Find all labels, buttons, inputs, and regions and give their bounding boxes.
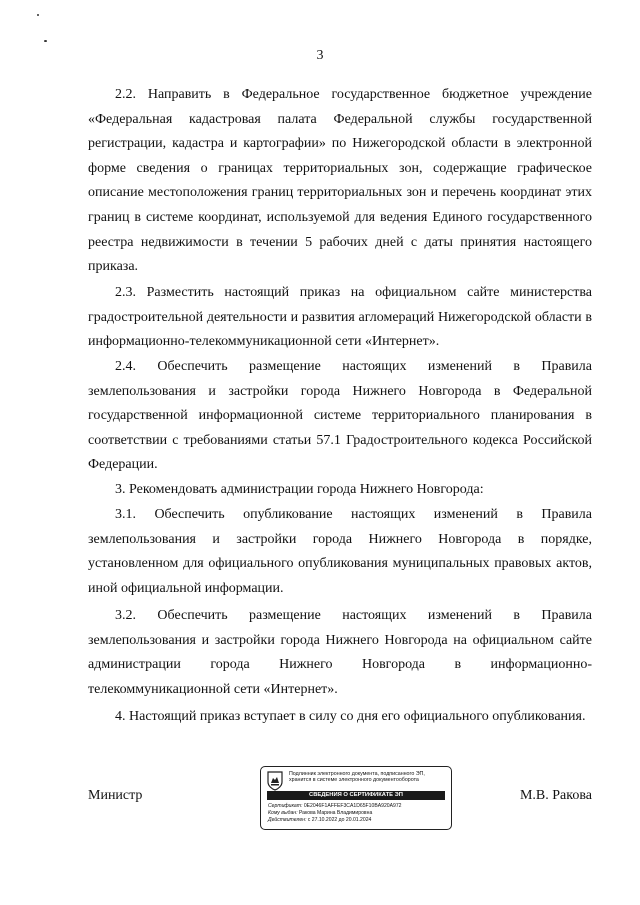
validity-value: с 27.10.2022 до 20.01.2024 (307, 817, 372, 824)
scan-speck (37, 14, 39, 16)
document-body-6 (88, 604, 592, 702)
page-number: 3 (316, 48, 324, 63)
paragraph-2-3: 2.3. Разместить настоящий приказ на официальном сайте министерства градостроительной деятельности и развития агломераций Нижегородской области в информационно-телекоммуникационной сети «Интернет». (88, 285, 592, 350)
stamp-validity-line (268, 817, 446, 824)
certificate-value: 0E2046F1AFFEF3CA1D65F10BA920A972 (303, 803, 402, 809)
document-body-5 (88, 503, 592, 601)
document-body (88, 83, 592, 280)
paragraph-3-2: 3.2. Обеспечить размещение настоящих изменений в Правила землепользования и застройки города Нижнего Новгорода на официальном сайте администрации города Нижнего Новгорода в информационно-телекоммуникационной сети «Интернет». (88, 608, 592, 697)
paragraph-3-1: 3.1. Обеспечить опубликование настоящих изменений в Правила землепользования и застройки города Нижнего Новгорода в порядке, установленном для официального опубликования муниципальных правовых актов, иной официальной информации. (88, 507, 592, 596)
stamp-certificate-line (268, 803, 446, 810)
document-body-2 (88, 281, 592, 355)
stamp-notice (289, 771, 447, 784)
document-body-7 (88, 705, 592, 730)
owner-label: Кому выдан: (268, 810, 298, 817)
electronic-signature-stamp (260, 766, 452, 830)
paragraph-2-2: 2.2. Направить в Федеральное государственное бюджетное учреждение «Федеральная кадастровая палата Федеральной службы государственной регистрации, кадастра и картографии» по Нижегородской области в электронной форме сведения о границах территориальных зон, содержащие графическое описание местоположения границ территориальных зон и перечень координат этих границ в системе координат, используемой для ведения Единого государственного реестра недвижимости в течении 5 рабочих дней с даты принятия настоящего приказа. (88, 87, 592, 275)
paragraph-4: 4. Настоящий приказ вступает в силу со дня его официального опубликования. (115, 709, 586, 724)
paragraph-3: 3. Рекомендовать администрации города Нижнего Новгорода: (115, 482, 484, 497)
signatory-position: Министр (88, 788, 143, 803)
stamp-notice-line-1: Подлинник электронного документа, подписанного ЭП, (289, 771, 425, 777)
signatory-name: М.В. Ракова (519, 788, 592, 803)
coat-of-arms-icon (266, 771, 284, 791)
validity-label: Действителен: (268, 817, 307, 824)
stamp-details (268, 803, 446, 825)
document-body-3 (88, 355, 592, 478)
certificate-label: Сертификат: (268, 803, 303, 809)
owner-value: Ракова Марина Владимировна (298, 810, 373, 817)
paragraph-2-4: 2.4. Обеспечить размещение настоящих изменений в Правила землепользования и застройки города Нижнего Новгорода в Федеральной государственной информационной системе территориального планирования в соответствии с требованиями статьи 57.1 Градостроительного кодекса Российской Федерации. (88, 359, 592, 473)
document-body-4 (88, 478, 592, 503)
scan-speck (44, 40, 47, 42)
stamp-notice-line-2: хранится в системе электронного документооборота (289, 777, 419, 784)
stamp-header: СВЕДЕНИЯ О СЕРТИФИКАТЕ ЭП (267, 791, 445, 800)
